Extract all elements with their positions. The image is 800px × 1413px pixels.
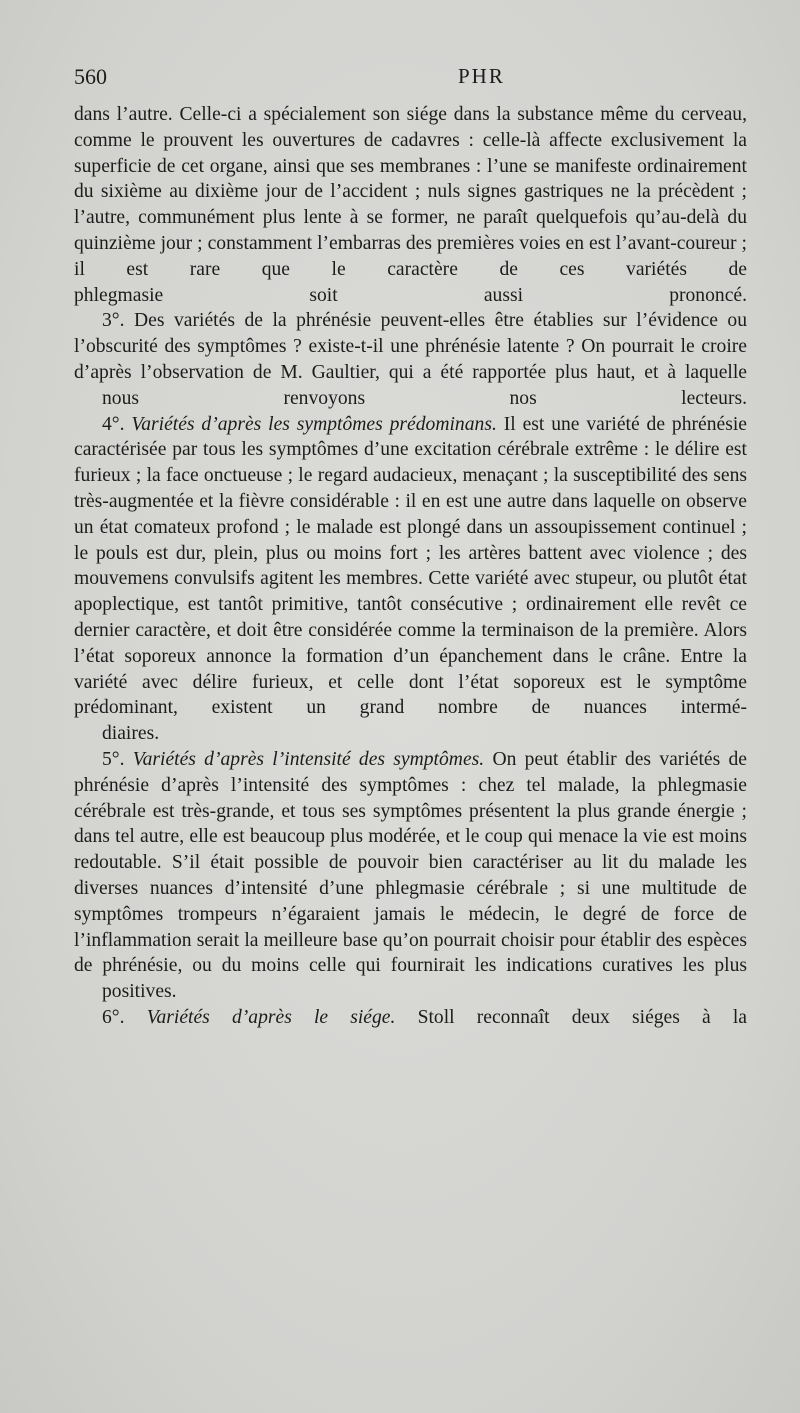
page-header <box>74 64 774 92</box>
section-number: 4°. <box>102 413 125 435</box>
running-head: PHR <box>458 64 505 88</box>
section-heading: Variétés d’après l’intensité des symptômes. <box>132 748 485 770</box>
paragraph-3 <box>74 308 747 411</box>
paragraph-text: On peut établir des variétés de phrénésie d’après l’intensité des symptômes : chez tel malade, la phlegmasie cérébrale est très-grande, et tous ses symptômes présentent la plus grande énergie ; dans tel autre, elle est beaucoup plus modérée, et le coup qui menace la vie est moins redoutable. S’il était possible de pouvoir bien caractériser au lit du malade les diverses nuances d’intensité d’une phlegmasie cérébrale ; si une multitude de symptômes trompeurs n’égaraient jamais le médecin, le degré de force de l’inflammation serait la meilleure base qu’on pourrait choisir pour établir des espèces de phrénésie, ou du moins celle qui fournirait les indications curatives les plus <box>74 748 747 977</box>
paragraph-5 <box>74 747 747 1005</box>
page-number: 560 <box>74 64 107 89</box>
paragraph-last-line: nous renvoyons nos lecteurs. <box>102 387 747 409</box>
section-heading: Variétés d’après les symptômes prédominans. <box>131 413 497 435</box>
paragraph-4 <box>74 412 747 747</box>
paragraph-text: 3°. Des variétés de la phrénésie peuvent-elles être établies sur l’évidence ou l’obscurité des symptômes ? existe-t-il une phrénésie latente ? On pourrait le croire d’après l’observation de M. Gaultier, qui a été rapportée plus haut, et à laquelle <box>74 310 747 383</box>
paragraph-text: dans l’autre. Celle-ci a spécialement son siége dans la substance même du cerveau, comme le prouvent les ouvertures de cadavres : celle-là affecte exclusivement la superficie de cet organe, ainsi que ses membranes : l’une se manifeste ordinairement du sixième au dixième jour de l’accident ; nuls signes gastriques ne la précèdent ; l’autre, communément plus lente à se former, ne paraît quelquefois qu’au-delà du quinzième jour ; constamment l’embarras des premières voies en est l’avant-coureur ; il est rare que le caractère de ces variétés de <box>74 104 747 280</box>
paragraph-text: Stoll reconnaît deux siéges à la <box>417 1006 748 1028</box>
page-body <box>74 102 747 1031</box>
paragraph-last-line: diaires. <box>102 723 160 745</box>
section-number: 5°. <box>102 748 125 770</box>
paragraph-last-line: phlegmasie soit aussi prononcé. <box>74 284 747 306</box>
section-number: 6°. <box>102 1006 125 1028</box>
paragraph-6 <box>74 1005 747 1031</box>
paragraph-continuation <box>74 102 747 308</box>
paragraph-last-line: positives. <box>102 981 177 1003</box>
paragraph-text: Il est une variété de phrénésie caractérisée par tous les symptômes d’une excitation cérébrale extrême : le délire est furieux ; la face onctueuse ; le regard audacieux, menaçant ; la susceptibilité des sens très-augmentée et la fièvre considérable : il en est une autre dans laquelle on observe un état comateux profond ; le malade est plongé dans un assoupissement continuel ; le pouls est dur, plein, plus ou moins fort ; les artères battent avec violence ; des mouvemens convulsifs agitent les membres. Cette variété avec stupeur, ou plutôt état apoplectique, est tantôt primitive, tantôt consécutive ; ordinairement elle revêt ce dernier caractère, et doit être considérée comme la terminaison de la première. Alors l’état soporeux annonce la formation d’un épanchement dans le crâne. Entre la variété avec délire furieux, et celle dont l’état soporeux est le symptôme prédominant, existent un grand nombre de nuances intermé- <box>74 413 747 719</box>
section-heading: Variétés d’après le siége. <box>146 1006 396 1028</box>
